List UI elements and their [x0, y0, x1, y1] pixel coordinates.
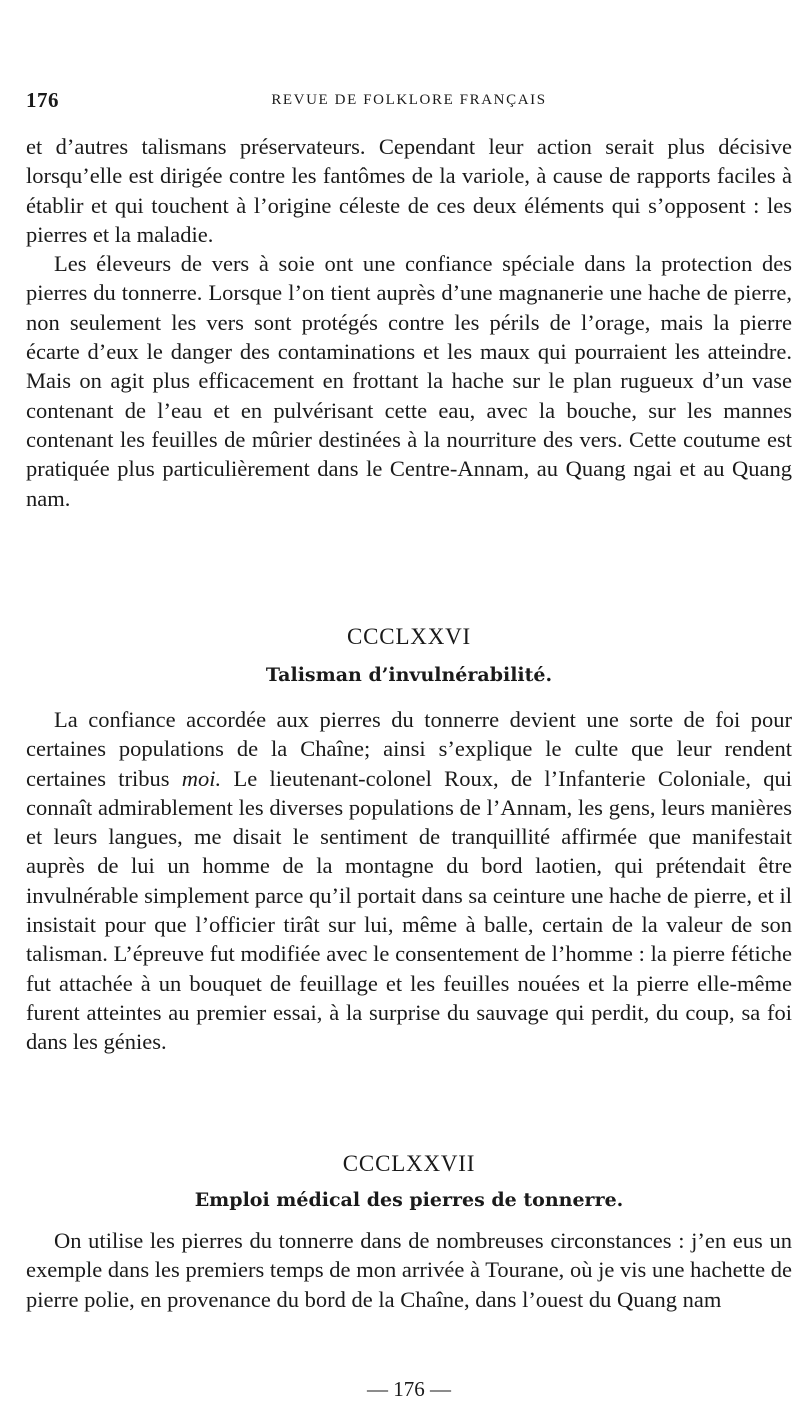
paragraph-text: La confiance accordée aux pierres du tonnerre devient une sorte de foi pour certaines populations de la Chaîne; ainsi s’explique le culte que leur rendent certaines tribus — [26, 707, 792, 791]
header-page-number: 176 — [26, 88, 59, 112]
paragraph-continued: et d’autres talismans préservateurs. Cependant leur action serait plus décisive lorsqu’elle est dirigée contre les fantômes de la variole, à cause de rapports faciles à établir et qui touchent à l’origine céleste de ces deux éléments qui s’opposent : les pierres et la maladie. — [26, 134, 792, 247]
paragraph-text: Le lieutenant-colonel Roux, de l’Infanterie Coloniale, qui connaît admirablement les diverses populations de l’Annam, les gens, leurs manières et leurs langues, me disait le sentiment de tranquillité affirmée que manifestait auprès de lui un homme de la montagne du bord laotien, qui prétendait être invulnérable simplement parce qu’il portait dans sa ceinture une hache de pierre, et il insistait pour que l’officier tirât sur lui, même à balle, certain de la valeur de son talisman. L’épreuve fut modifiée avec le consentement de l’homme : la pierre fétiche fut attachée à un bouquet de feuillage et les feuilles nouées et la pierre elle-même furent atteintes au premier essai, à la surprise du sauvage qui perdit, du coup, sa foi dans les génies. — [26, 765, 793, 1055]
section-number: CCCLXXVII — [342, 1151, 476, 1176]
journal-title: REVUE DE FOLKLORE FRANÇAIS — [271, 92, 547, 108]
section-2-text-block — [26, 1226, 792, 1314]
section-title: Emploi médical des pierres de tonnerre. — [194, 1189, 624, 1211]
section-1-text-block — [26, 705, 792, 1057]
paragraph-silkworm: Les éleveurs de vers à soie ont une confiance spéciale dans la protection des pierres du tonnerre. Lorsque l’on tient auprès d’une magnanerie une hache de pierre, non seulement les vers sont protégés contre les périls de l’orage, mais la pierre écarte d’eux le danger des contaminations et les maux qui pourraient les atteindre. Mais on agit plus efficacement en frottant la hache sur le plan rugueux d’un vase contenant de l’eau et en pulvérisant cette eau, avec la bouche, sur les mannes contenant les feuilles de mûrier destinées à la nourriture des vers. Cette coutume est pratiquée plus particulièrement dans le Centre-Annam, au Quang ngai et au Quang nam. — [26, 251, 792, 511]
book-page — [26, 0, 792, 1422]
section-title: Talisman d’invulnérabilité. — [265, 664, 553, 686]
running-head — [26, 88, 792, 114]
section-number: CCCLXXVI — [347, 624, 471, 649]
paragraph-medical: On utilise les pierres du tonnerre dans de nombreuses circonstances : j’en eus un exemple dans les premiers temps de mon arrivée à Tourane, où je vis une hachette de pierre polie, en provenance du bord de la Chaîne, dans l’ouest du Quang nam — [26, 1228, 792, 1312]
italic-term: moi. — [181, 765, 222, 791]
continued-text-block — [26, 132, 792, 513]
footer-page-number: — 176 — — [367, 1377, 451, 1401]
paragraph-talisman — [26, 705, 792, 1057]
